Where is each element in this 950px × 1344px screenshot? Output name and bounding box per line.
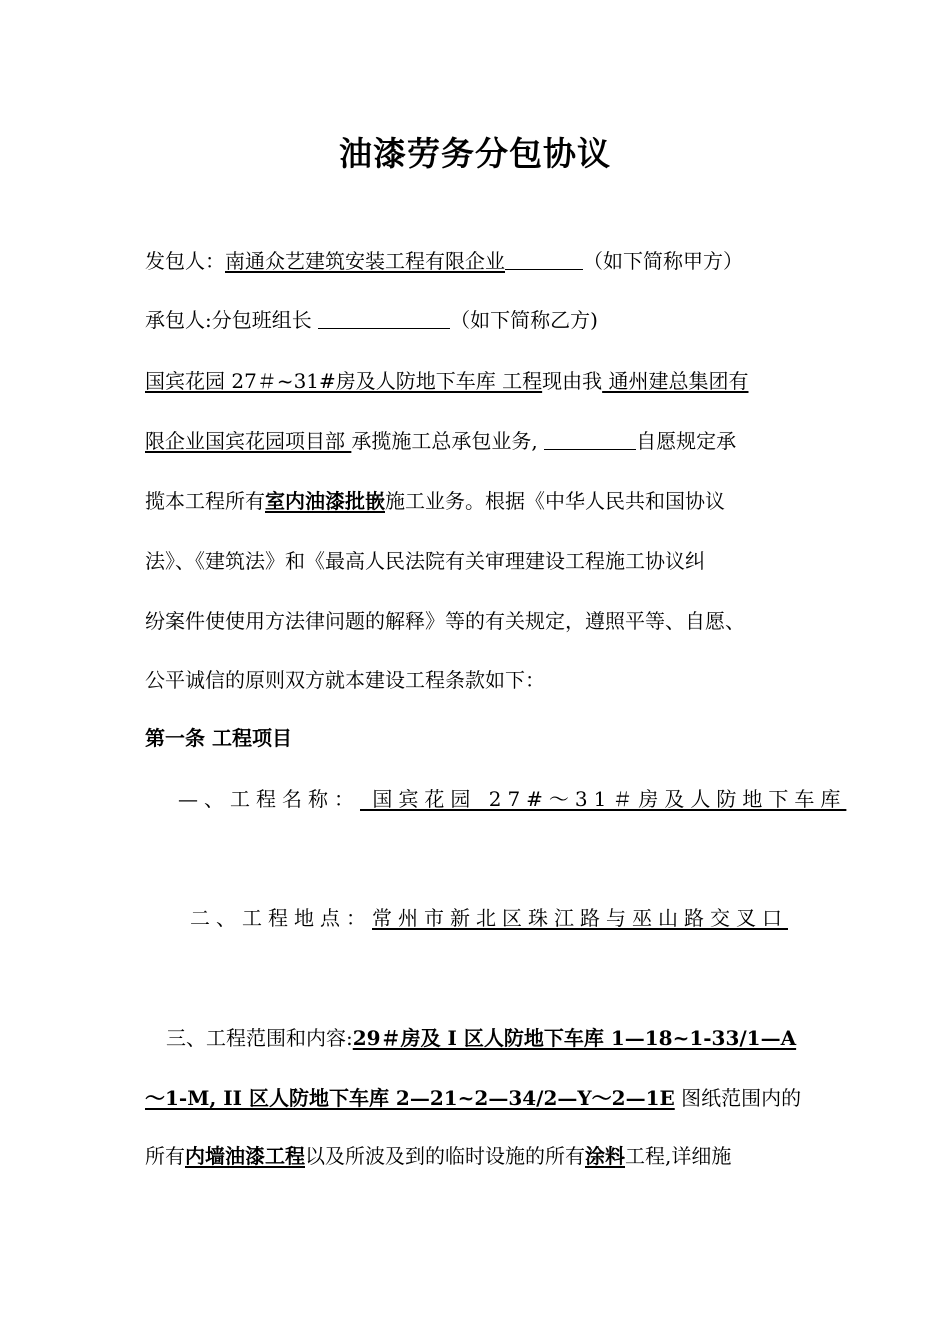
- item-text: 图纸范围内的: [674, 1086, 802, 1110]
- intro-text: 自愿规定承: [636, 429, 737, 453]
- intro-text: 承揽施工总承包业务,: [351, 429, 538, 453]
- intro-line-3: [145, 486, 810, 516]
- party-b-note: （如下简称乙方): [450, 308, 598, 332]
- item-text: 以及所波及到的临时设施的所有: [305, 1144, 585, 1168]
- project-name: 国宾花园 27＃~31#房及人防地下车库 工程: [145, 369, 543, 393]
- party-a-blank: [505, 247, 583, 270]
- party-a-line: [145, 246, 810, 276]
- item-text: 工程,详细施: [625, 1144, 732, 1168]
- article-1-item-1: [178, 784, 847, 814]
- intro-line-6: 公平诚信的原则双方就本建设工程条款如下：: [145, 668, 545, 692]
- item-label: 三、工程范围和内容:: [166, 1026, 353, 1050]
- party-a-name: 南通众艺建筑安装工程有限企业: [225, 249, 505, 273]
- scope-value-2: ～1-M, II 区人防地下车库 2—21~2—34/2—Y～2—1E: [145, 1086, 675, 1110]
- article-1-item-2: [190, 903, 855, 933]
- intro-text: 现由我: [542, 369, 603, 393]
- article-1-item-3: [166, 1023, 831, 1053]
- scope-highlight-coatings: 涂料: [585, 1144, 625, 1168]
- contractor-name-part2: 限企业国宾花园项目部: [145, 429, 352, 453]
- article-1-item-3-line-3: [145, 1141, 810, 1171]
- intro-line-1: [145, 366, 810, 396]
- party-b-line: [145, 305, 810, 335]
- intro-line-5: 纷案件使使用方法律问题的解释》等的有关规定，遵照平等、自愿、: [145, 609, 745, 633]
- party-a-note: （如下简称甲方）: [583, 249, 743, 273]
- scope-value-1: 29＃房及 I 区人防地下车库 1—18~1-33/1—A: [352, 1026, 797, 1050]
- item-label: 二、工程地点：: [190, 906, 372, 930]
- project-location-value: 常州市新北区珠江路与巫山路交叉口: [372, 906, 788, 930]
- article-1-heading: 第一条 工程项目: [145, 726, 292, 750]
- item-text: 所有: [145, 1144, 185, 1168]
- document-title: 油漆劳务分包协议: [339, 134, 611, 173]
- party-b-label: 承包人:分包班组长: [145, 308, 319, 332]
- article-1-item-3-line-2: [145, 1083, 810, 1113]
- scope-highlight-walls: 内墙油漆工程: [185, 1144, 305, 1168]
- contractor-name-part1: 通州建总集团有: [602, 369, 749, 393]
- party-b-blank: [318, 306, 450, 329]
- item-label: —、工程名称：: [178, 787, 360, 811]
- intro-blank: [544, 427, 636, 450]
- party-a-label: 发包人：: [145, 249, 225, 273]
- scope-highlight: 室内油漆批嵌: [265, 489, 385, 513]
- intro-line-2: [145, 426, 810, 456]
- intro-line-4: 法》、《建筑法》和《最高人民法院有关审理建设工程施工协议纠: [145, 549, 705, 573]
- intro-text: 施工业务。根据《中华人民共和国协议: [385, 489, 725, 513]
- intro-text: 揽本工程所有: [145, 489, 265, 513]
- project-name-value: 国宾花园 27#～31＃房及人防地下车库: [360, 787, 847, 811]
